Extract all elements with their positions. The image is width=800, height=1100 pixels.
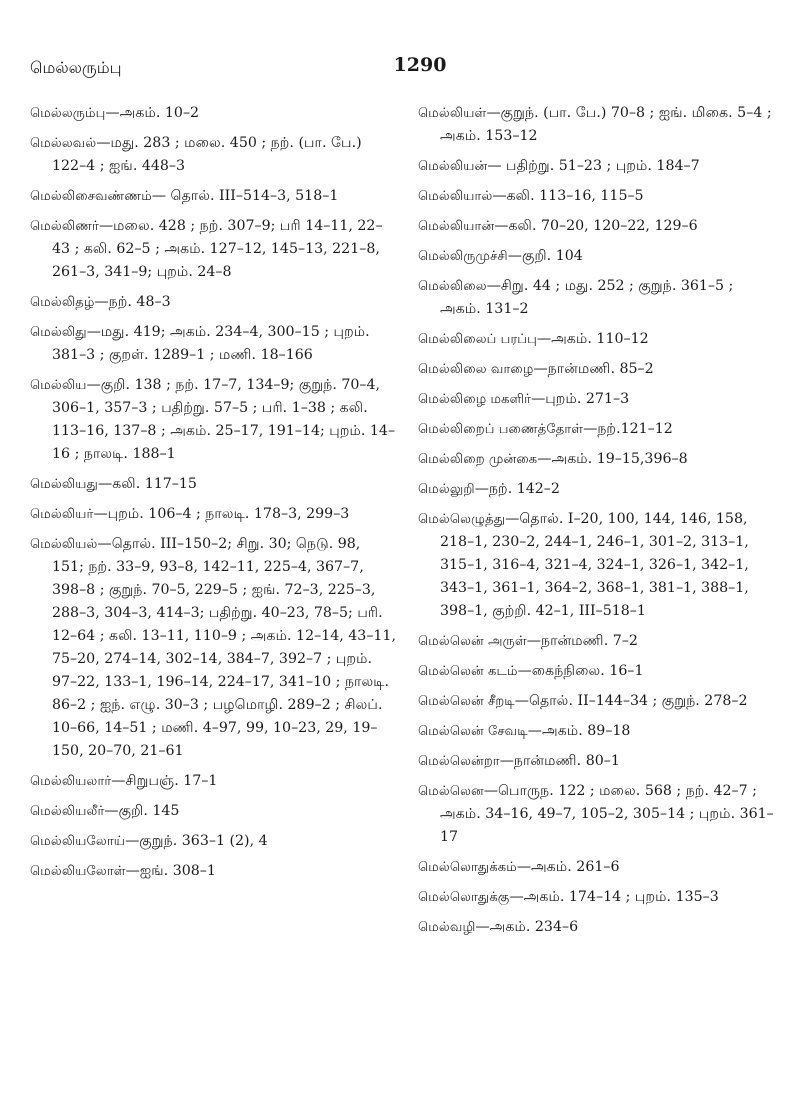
index-entry xyxy=(30,132,396,178)
page-number: 1290 xyxy=(393,54,447,76)
entry-headword: மெல்லிலை வாழை xyxy=(418,362,534,377)
entry-references: —அகம். 19–15,396–8 xyxy=(537,451,688,467)
index-entry xyxy=(418,185,776,208)
index-entry xyxy=(418,245,776,268)
entry-references: —மலை. 428 ; நற். 307–9; பரி 14–11, 22–43 ; கலி. 62–5 ; அகம். 127–12, 145–13, 221–8, 261–3, 341–9; புறம். 24–8 xyxy=(52,218,383,280)
entry-references: —சிறுபஞ். 17–1 xyxy=(111,773,218,789)
index-entry xyxy=(418,750,776,773)
index-entry xyxy=(418,418,776,441)
entry-headword: மெல்லொதுக்கு xyxy=(418,890,510,905)
entry-headword: மெல்லெழுத்து xyxy=(418,512,506,527)
index-entry xyxy=(418,720,776,743)
entry-headword: மெல்லியள் xyxy=(418,106,487,121)
index-entry xyxy=(418,856,776,879)
entry-references: —அகம். 10–2 xyxy=(105,105,200,121)
entry-references: —மது. 419; அகம். 234–4, 300–15 ; புறம். 381–3 ; குறள். 1289–1 ; மணி. 18–166 xyxy=(52,324,370,363)
entry-headword: மெல்லியலோய் xyxy=(30,834,126,849)
index-entry xyxy=(418,102,776,148)
entry-headword: மெல்லிழை மகளிர் xyxy=(418,392,532,407)
entry-headword: மெல்லவல் xyxy=(30,136,97,151)
entry-headword: மெல்லியால் xyxy=(418,189,493,204)
index-entry xyxy=(30,374,396,466)
left-column xyxy=(30,102,396,890)
index-entry xyxy=(30,102,396,125)
entry-headword: மெல்லிறைப் பணைத்தோள் xyxy=(418,422,584,437)
entry-headword: மெல்லென் சேவடி xyxy=(418,724,528,739)
index-entry xyxy=(30,291,396,314)
page-header xyxy=(30,54,770,88)
entry-headword: மெல்லியலீர் xyxy=(30,804,105,819)
entry-headword: மெல்லென் கடம் xyxy=(418,664,518,679)
entry-headword: மெல்லியது xyxy=(30,477,98,492)
entry-headword: மெல்லியன் xyxy=(418,159,488,174)
index-entry xyxy=(30,800,396,823)
entry-headword: மெல்லிய xyxy=(30,378,87,393)
entry-headword: மெல்லென் அருள் xyxy=(418,634,527,649)
entry-references: —சிறு. 44 ; மது. 252 ; குறுந். 361–5 ; அகம். 131–2 xyxy=(440,278,734,317)
entry-references: —புறம். 271–3 xyxy=(531,391,630,407)
entry-references: —பொருந. 122 ; மலை. 568 ; நற். 42–7 ; அகம். 34–16, 49–7, 105–2, 305–14 ; புறம். 361–17 xyxy=(440,783,774,845)
entry-headword: மெல்லென xyxy=(418,784,484,799)
entry-references: —அகம். 261–6 xyxy=(516,859,620,875)
index-entry xyxy=(418,275,776,321)
entry-references: —ஐங். 308–1 xyxy=(125,863,216,879)
entry-headword: மெல்லிலைப் பரப்பு xyxy=(418,332,537,347)
index-entry xyxy=(418,328,776,351)
index-entry xyxy=(418,630,776,653)
entry-references: —நற். 48–3 xyxy=(94,294,171,310)
entry-headword: மெல்லுறி xyxy=(418,482,475,497)
entry-references: —தொல். II–144–34 ; குறுந். 278–2 xyxy=(514,693,748,709)
index-entry xyxy=(30,860,396,883)
entry-headword: மெல்லிது xyxy=(30,325,87,340)
entry-references: —குறி. 138 ; நற். 17–7, 134–9; குறுந். 70–4, 306–1, 357–3 ; பதிற்று. 57–5 ; பரி. 1–38 ; கலி. 113–16, 137–8 ; அகம். 25–17, 191–14; புறம். 14–16 ; நாலடி. 188–1 xyxy=(52,377,396,462)
index-entry xyxy=(418,478,776,501)
entry-references: —குறி. 145 xyxy=(104,803,180,819)
index-entry xyxy=(418,916,776,939)
index-entry xyxy=(30,533,396,763)
entry-headword: மெல்லிறை முன்கை xyxy=(418,452,538,467)
entry-references: —தொல். I–20, 100, 144, 146, 158, 218–1, 230–2, 244–1, 246–1, 301–2, 313–1, 315–1, 316–4, 321–4, 324–1, 326–1, 342–1, 343–1, 361–1, 364–2, 368–1, 381–1, 388–1, 398–1, குற்றி. 42–1, III–518–1 xyxy=(440,511,749,619)
entry-references: —கலி. 70–20, 120–22, 129–6 xyxy=(494,218,698,234)
entry-references: —நற்.121–12 xyxy=(583,421,673,437)
entry-headword: மெல்லியான் xyxy=(418,219,495,234)
index-entry xyxy=(30,830,396,853)
entry-references: —குறுந். (பா. பே.) 70–8 ; ஐங். மிகை. 5–4 ; அகம். 153–12 xyxy=(440,105,772,144)
entry-headword: மெல்லிதழ் xyxy=(30,295,95,310)
entry-references: —அகம். 174–14 ; புறம். 135–3 xyxy=(509,889,719,905)
entry-headword: மெல்லரும்பு xyxy=(30,106,106,121)
entry-headword: மெல்லொதுக்கம் xyxy=(418,860,517,875)
index-entry xyxy=(418,508,776,623)
index-entry xyxy=(418,388,776,411)
index-entry xyxy=(30,185,396,208)
entry-references: —மது. 283 ; மலை. 450 ; நற். (பா. பே.) 122–4 ; ஐங். 448–3 xyxy=(52,135,362,174)
index-entry xyxy=(418,780,776,849)
index-entry xyxy=(418,690,776,713)
index-entry xyxy=(30,770,396,793)
entry-references: — தொல். III–514–3, 518–1 xyxy=(151,188,339,204)
entry-headword: மெல்லியலோள் xyxy=(30,864,126,879)
index-entry xyxy=(30,215,396,284)
running-head: மெல்லரும்பு xyxy=(30,58,122,77)
index-entry xyxy=(418,448,776,471)
entry-headword: மெல்வழி xyxy=(418,920,476,935)
entry-headword: மெல்லிலை xyxy=(418,279,487,294)
right-column xyxy=(418,102,776,946)
index-entry xyxy=(30,321,396,367)
index-entry xyxy=(30,503,396,526)
index-entry xyxy=(418,215,776,238)
entry-references: —நான்மணி. 80–1 xyxy=(499,753,620,769)
entry-references: —நான்மணி. 85–2 xyxy=(533,361,654,377)
entry-references: —கைந்நிலை. 16–1 xyxy=(517,663,644,679)
entry-headword: மெல்லிணர் xyxy=(30,219,99,234)
entry-references: —கலி. 117–15 xyxy=(98,476,197,492)
entry-headword: மெல்லென்றா xyxy=(418,754,500,769)
index-entry xyxy=(30,473,396,496)
entry-references: —நான்மணி. 7–2 xyxy=(526,633,638,649)
entry-headword: மெல்லியல் xyxy=(30,537,98,552)
entry-references: —குறுந். 363–1 (2), 4 xyxy=(125,833,268,849)
entry-references: —அகம். 110–12 xyxy=(536,331,649,347)
entry-references: —நற். 142–2 xyxy=(474,481,560,497)
entry-headword: மெல்லிசைவண்ணம் xyxy=(30,189,152,204)
entry-headword: மெல்லியலார் xyxy=(30,774,112,789)
entry-references: —அகம். 89–18 xyxy=(527,723,631,739)
index-entry xyxy=(418,886,776,909)
entry-references: —புறம். 106–4 ; நாலடி. 178–3, 299–3 xyxy=(93,506,350,522)
entry-headword: மெல்லியர் xyxy=(30,507,94,522)
index-entry xyxy=(418,660,776,683)
entry-references: —குறி. 104 xyxy=(507,248,583,264)
entry-references: —தொல். III–150–2; சிறு. 30; நெடு. 98, 151; நற். 33–9, 93–8, 142–11, 225–4, 367–7, 398–8 ; குறுந். 70–5, 229–5 ; ஐங். 72–3, 225–3, 288–3, 304–3, 414–3; பதிற்று. 40–23, 78–5; பரி. 12–64 ; கலி. 13–11, 110–9 ; அகம். 12–14, 43–11, 75–20, 274–14, 302–14, 384–7, 392–7 ; புறம். 97–22, 133–1, 196–14, 224–17, 341–10 ; நாலடி. 86–2 ; ஐந். எழு. 30–3 ; பழமொழி. 289–2 ; சிலப். 10–66, 14–51 ; மணி. 4–97, 99, 10–23, 29, 19–150, 20–70, 21–61 xyxy=(52,536,396,759)
index-entry xyxy=(418,155,776,178)
entry-headword: மெல்லென் சீறடி xyxy=(418,694,515,709)
entry-references: —கலி. 113–16, 115–5 xyxy=(492,188,644,204)
entry-references: — பதிற்று. 51–23 ; புறம். 184–7 xyxy=(487,158,700,174)
entry-references: —அகம். 234–6 xyxy=(475,919,579,935)
entry-headword: மெல்லிருமுச்சி xyxy=(418,249,508,264)
index-entry xyxy=(418,358,776,381)
